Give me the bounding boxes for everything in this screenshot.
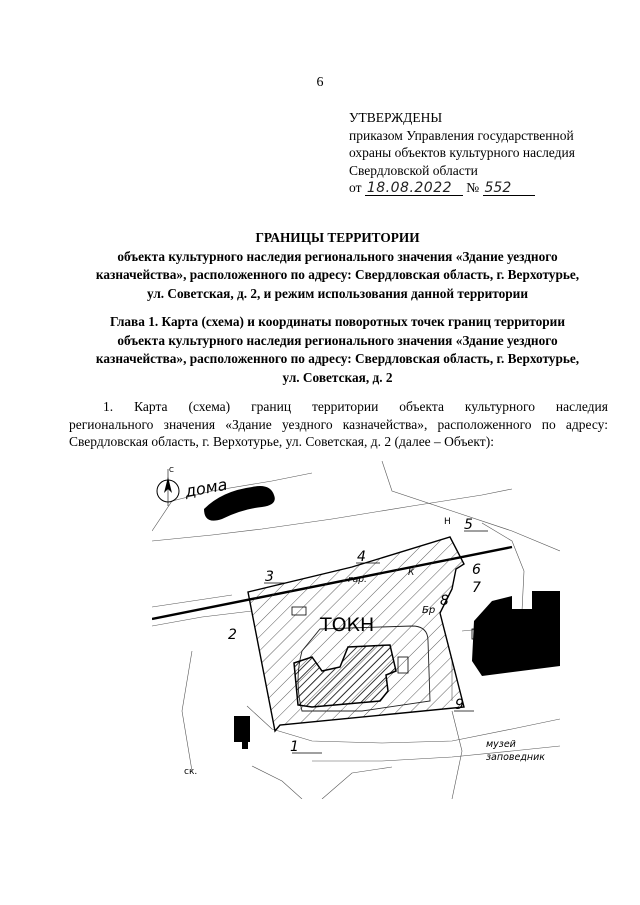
page-number: 6 [316,75,324,90]
point-label: 3 [265,569,274,585]
chapter-line: ул. Советская, д. 2 [282,369,393,385]
handwritten-date: 18.08.2022 [365,181,463,196]
black-building [472,591,560,676]
number-sign: № [466,180,480,195]
handwritten-number: 552 [483,181,535,196]
label-br: Бр [422,605,436,616]
approval-line: приказом Управления государственной [349,127,574,143]
label-dom: дома [183,474,229,501]
paragraph-first-line: 1. Карта (схема) границ территории объекта культурного наследия [103,399,608,414]
svg-text:С: С [169,466,174,474]
point-label: 7 [472,580,481,596]
point-label: 5 [464,517,473,533]
label-n: Н [444,517,451,527]
black-building [242,741,248,749]
chapter-line: Глава 1. Карта (схема) и координаты поворотных точек границ территории [109,314,565,329]
chapter-heading [60,313,615,387]
label-sk: ск. [184,767,198,777]
body-paragraph [69,398,608,451]
approval-date-line [349,179,619,197]
label-n: Н [476,634,483,643]
paragraph-rest: регионального значения «Здание уездного казначейства», расположенного по адресу: Свердловская область, г. Верхотурье, ул. Советская, д. 2 (далее – Объект): [69,416,608,449]
title-line: объекта культурного наследия регионального значения «Здание уездного [117,248,558,264]
approval-line: Свердловской области [349,162,478,178]
point-label: 1 [290,739,299,755]
approval-heading: УТВЕРЖДЕНЫ [349,110,443,125]
point-label: 4 [357,549,366,565]
approval-line: охраны объектов культурного наследия [349,145,575,160]
chapter-line: объекта культурного наследия регионального значения «Здание уездного [117,332,558,348]
approval-stamp [349,109,619,197]
title-line: ул. Советская, д. 2, и режим использования данной территории [147,285,528,301]
point-label: 2 [228,627,237,643]
point-label: 6 [472,562,481,578]
label-k: К [408,568,415,578]
label-garage: гар. [348,575,367,585]
chapter-line: казначейства», расположенного по адресу: Свердловская область, г. Верхотурье, [95,351,580,366]
black-building [234,716,250,742]
boundary-map [152,461,560,799]
label-museum: музей [486,739,516,750]
document-title [60,229,615,303]
map-drawing [152,461,560,799]
from-label: от [349,180,362,195]
title-line: казначейства», расположенного по адресу: Свердловская область, г. Верхотурье, [95,267,580,282]
label-tokn: ТОКН [320,614,375,636]
title-line: ГРАНИЦЫ ТЕРРИТОРИИ [255,230,420,245]
point-label: 8 [440,593,449,609]
point-label: 9 [455,697,464,713]
label-museum: заповедник [486,752,546,763]
